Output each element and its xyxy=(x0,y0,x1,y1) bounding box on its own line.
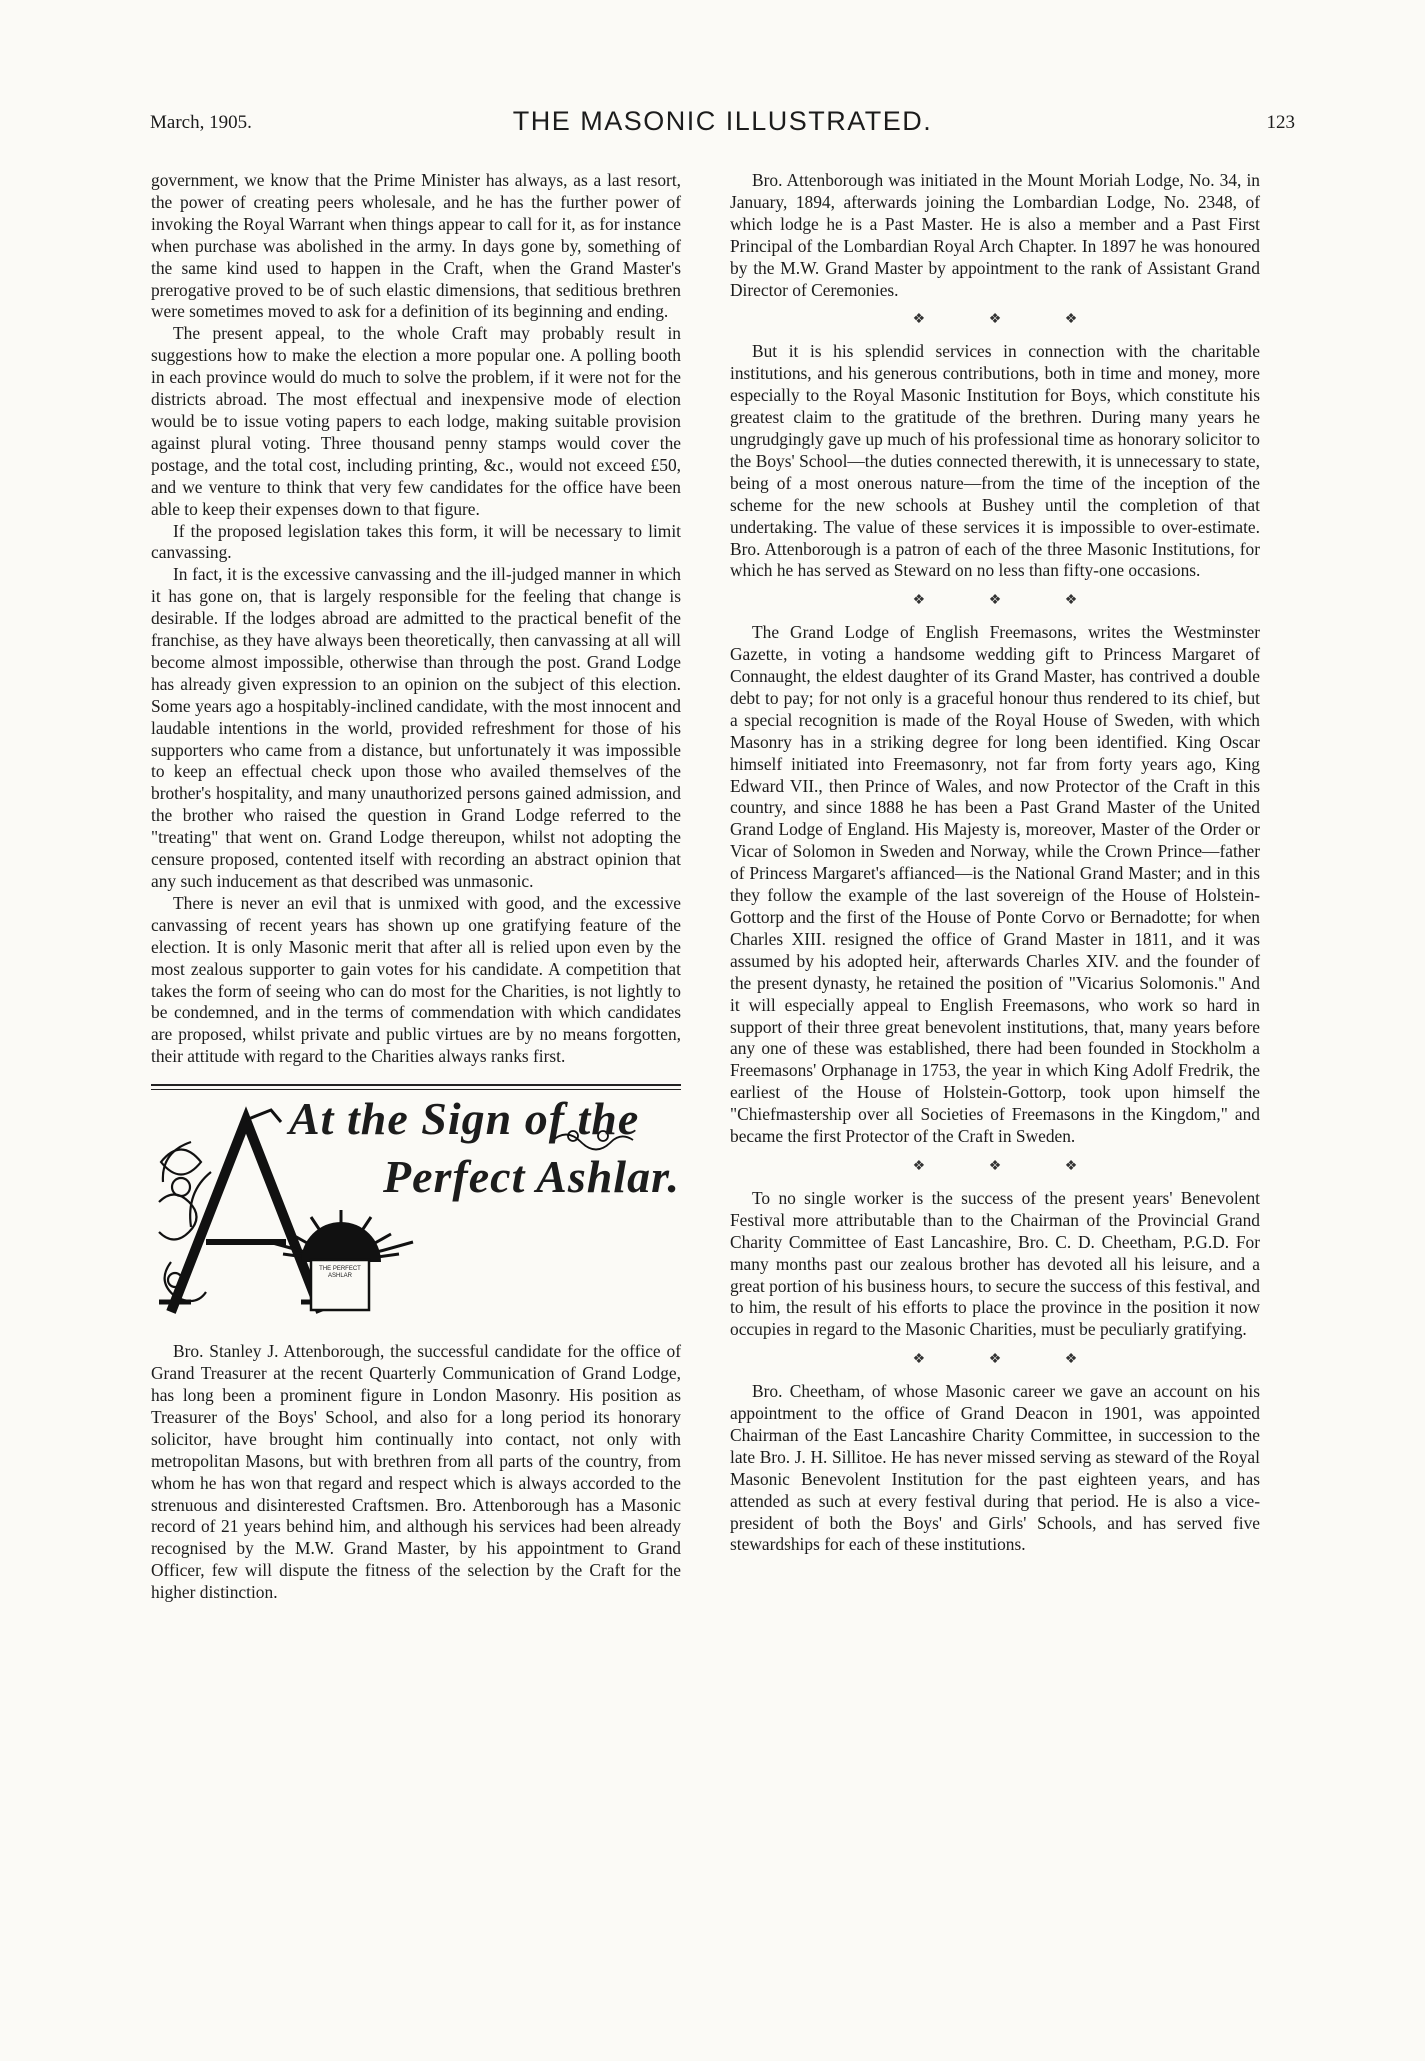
banner-title-line-1: At the Sign of the xyxy=(289,1093,640,1145)
issue-date: March, 1905. xyxy=(150,112,252,133)
section-divider xyxy=(151,1084,681,1090)
article-paragraph: Bro. Cheetham, of whose Masonic career we gave an account on his appointment to the office of Grand Deacon in 1901, was appointed Chairman of the East Lancashire Charity Committee, in succession to the late Bro. J. H. Sillitoe. He has never missed serving as steward of the Royal Masonic Benevolent Institution for the past eighteen years, and has attended as such at every festival during that period. He is also a vice-president of both the Boys' and Girls' Schools, and has served five stewardships for each of these institutions. xyxy=(730,1381,1260,1555)
publication-title: THE MASONIC ILLUSTRATED. xyxy=(512,106,933,136)
banner-title-line-2: Perfect Ashlar. xyxy=(383,1151,680,1203)
page-header xyxy=(150,106,1295,146)
article-paragraph: government, we know that the Prime Minister has always, as a last resort, the power of creating peers wholesale, and he has the further power of invoking the Royal Warrant when things appear to call for it, as for instance when purchase was abolished in the army. In days gone by, something of the same kind used to happen in the Craft, when the Grand Master's prerogative proved to be of such elastic dimensions, that seditious brethren were sometimes moved to ask for a definition of its beginning and ending. xyxy=(151,170,681,322)
section-banner xyxy=(151,1093,681,1327)
article-paragraph: Bro. Attenborough was initiated in the Mount Moriah Lodge, No. 34, in January, 1894, afterwards joining the Lombardian Lodge, No. 2348, of which lodge he is a Past Master. He is also a member and a Past First Principal of the Lombardian Royal Arch Chapter. In 1897 he was honoured by the M.W. Grand Master by appointment to the rank of Assistant Grand Director of Ceremonies. xyxy=(730,170,1260,300)
ornament-divider: ❖ ❖ ❖ xyxy=(912,312,1108,328)
right-column xyxy=(730,170,1260,1556)
article-paragraph: To no single worker is the success of the present years' Benevolent Festival more attributable than to the Chairman of the Provincial Grand Charity Committee of East Lancashire, Bro. C. D. Cheetham, P.G.D. For many months past our zealous brother has devoted all his leisure, and a great portion of his business hours, to secure the success of this festival, and to him, the result of his efforts to place the province in the position it now occupies in regard to the Masonic Charities, must be peculiarly gratifying. xyxy=(730,1187,1260,1340)
article-paragraph: Bro. Stanley J. Attenborough, the successful candidate for the office of Grand Treasurer at the recent Quarterly Communication of Grand Lodge, has long been a prominent figure in London Masonry. His position as Treasurer of the Boys' School, and also for a long period its honorary solicitor, have brought him continually into contact, not only with metropolitan Masons, but with brethren from all parts of the country, from whom he has won that regard and respect which is always accorded to the strenuous and disinterested Craftsmen. Bro. Attenborough has a Masonic record of 21 years behind him, and although his services had been already recognised by the M.W. Grand Master, by his appointment to Grand Officer, few will dispute the fitness of the selection by the Craft for the higher distinction. xyxy=(151,1341,681,1603)
ornament-divider: ❖ ❖ ❖ xyxy=(912,593,1108,609)
ashlar-stone-label: THE PERFECT ASHLAR xyxy=(319,1266,361,1280)
article-paragraph: The present appeal, to the whole Craft may probably result in suggestions how to make the election a more popular one. A polling booth in each province would do much to solve the problem, if it were not for the districts abroad. The most effectual and inexpensive mode of election would be to issue voting papers to each lodge, making suitable provision against plural voting. Three thousand penny stamps would cover the postage, and the total cost, including printing, &c., would not exceed £50, and we venture to think that very few candidates for the office have been able to keep their expenses down to that figure. xyxy=(151,323,681,519)
ornament-divider: ❖ ❖ ❖ xyxy=(912,1352,1108,1368)
article-paragraph: In fact, it is the excessive canvassing and the ill-judged manner in which it has gone on, that is largely responsible for the feeling that change is desirable. If the lodges abroad are admitted to the practical benefit of the franchise, as they have always been theoretically, then canvassing at all will become almost impossible, otherwise than through the post. Grand Lodge has already given expression to an opinion on the subject of this election. Some years ago a hospitably-inclined candidate, with the most innocent and laudable intentions in the world, provided refreshment for those of his supporters who came from a distance, but unfortunately it was impossible to keep an effectual check upon those who availed themselves of the brother's hospitality, and many unauthorized persons gained admission, and the brother who raised the question in Grand Lodge referred to the "treating" that went on. Grand Lodge thereupon, whilst not adopting the censure proposed, contented itself with recording an abstract opinion that any such inducement as that described was unmasonic. xyxy=(151,564,681,891)
left-column xyxy=(151,170,681,1604)
article-paragraph: But it is his splendid services in connection with the charitable institutions, and his generous contributions, both in time and money, more especially to the Royal Masonic Institution for Boys, which constitute his greatest claim to the gratitude of the brethren. During many years he ungrudgingly gave up much of his professional time as honorary solicitor to the Boys' School—the duties connected therewith, it is unnecessary to state, being of a most onerous nature—from the time of the inception of the scheme for the new schools at Bushey until the completion of that undertaking. The value of these services it is impossible to over-estimate. Bro. Attenborough is a patron of each of the three Masonic Institutions, for which he has served as Steward on no less than fifty-one occasions. xyxy=(730,341,1260,581)
page-number: 123 xyxy=(1266,112,1295,133)
article-paragraph: The Grand Lodge of English Freemasons, writes the Westminster Gazette, in voting a handsome wedding gift to Princess Margaret of Connaught, the eldest daughter of its Grand Master, has contrived a double debt to pay; for not only is a graceful honour thus rendered to its chief, but a special recognition is made of the Royal House of Sweden, with which Masonry has in a striking degree for long been identified. King Oscar himself initiated into Freemasonry, not far from forty years ago, King Edward VII., then Prince of Wales, and now Protector of the Craft in this country, and since 1888 he has been a Past Grand Master of the United Grand Lodge of England. His Majesty is, moreover, Master of the Order or Vicar of Solomon in Sweden and Norway, while the Crown Prince—father of Princess Margaret's affianced—is the National Grand Master; and in this they follow the example of the last sovereign of the House of Holstein-Gottorp and the first of the House of Ponte Corvo or Bernadotte; for when Charles XIII. resigned the office of Grand Master in 1811, and it was assumed by his adopted heir, afterwards Charles XIV. and the founder of the present dynasty, he retained the position of "Vicarius Solomonis." And it will especially appeal to English Freemasons, who work so hard in support of their three great benevolent institutions, that, many years before any one of these was established, there had been founded in Stockholm a Freemasons' Orphanage in 1753, the year in which King Adolf Fredrik, the earliest of the House of Holstein-Gottorp, took upon himself the "Chiefmastership over all Societies of Freemasons in the Kingdom," and became the first Protector of the Craft in Sweden. xyxy=(730,622,1260,1147)
ornament-divider: ❖ ❖ ❖ xyxy=(912,1158,1108,1174)
article-paragraph: If the proposed legislation takes this form, it will be necessary to limit canvassing. xyxy=(151,520,681,563)
article-paragraph: There is never an evil that is unmixed with good, and the excessive canvassing of recent years has shown up one gratifying feature of the election. It is only Masonic merit that after all is relied upon even by the most zealous supporter to gain votes for his candidate. A competition that takes the form of seeing who can do most for the Charities, is not lightly to be condemned, and in the terms of commendation with which candidates are proposed, whilst private and public virtues are by no means forgotten, their attitude with regard to the Charities always ranks first. xyxy=(151,892,681,1067)
